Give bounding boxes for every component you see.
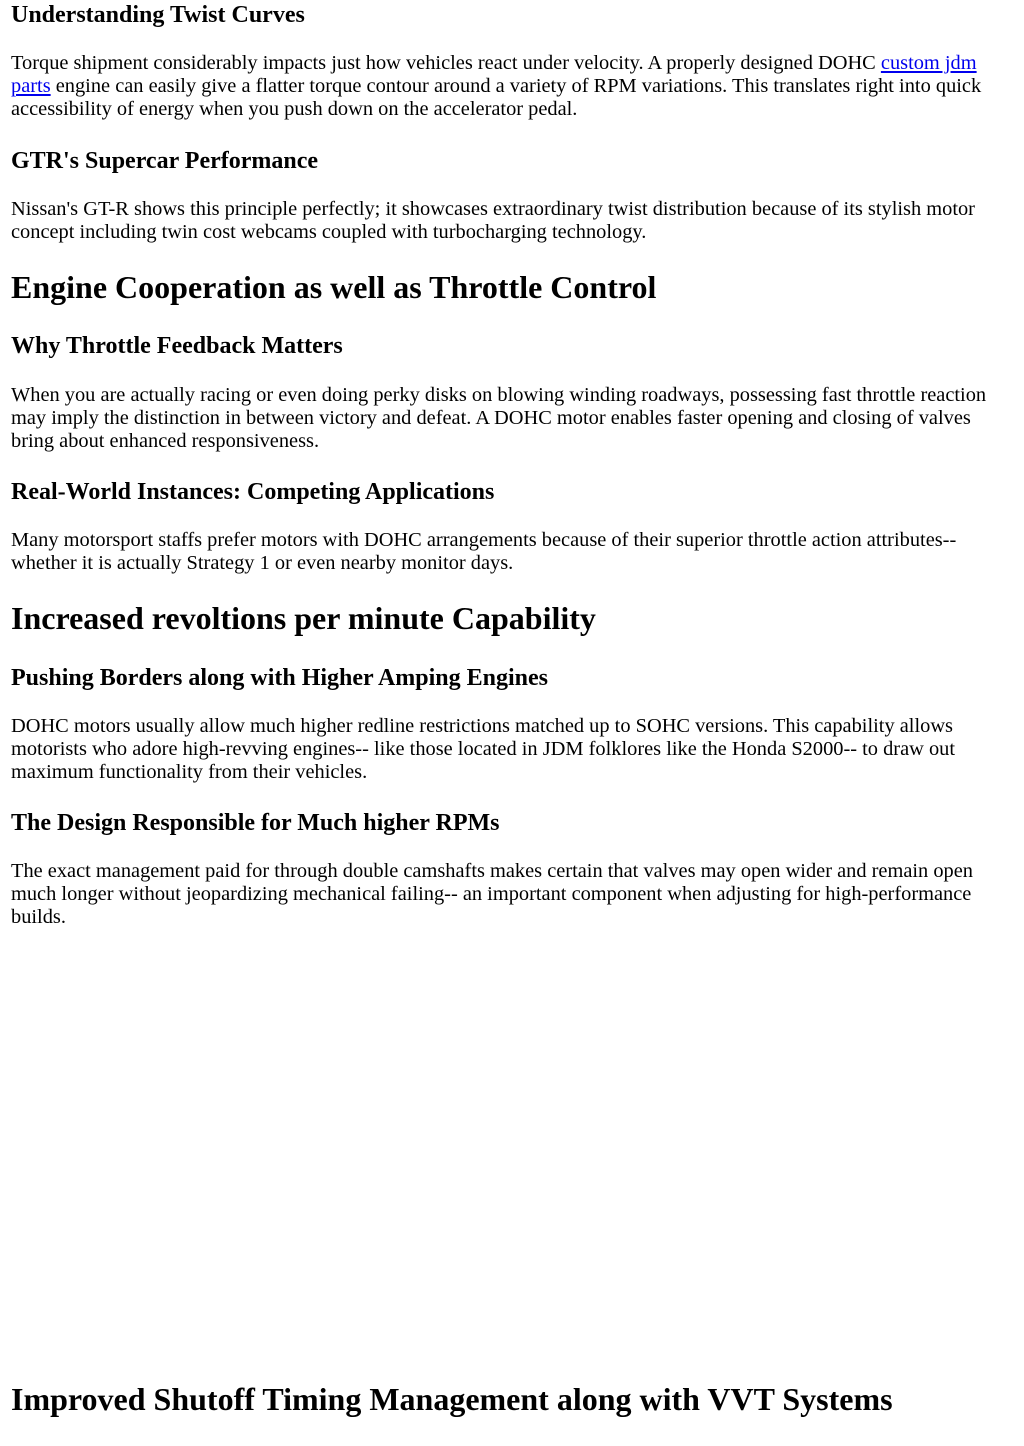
paragraph-text-after-link: engine can easily give a flatter torque contour around a variety of RPM variations. This translates right into quick accessibility of energy when you push down on the accelerator pedal. bbox=[11, 75, 982, 120]
major-heading-rpm-capability: Increased revoltions per minute Capability bbox=[11, 600, 596, 636]
paragraph-higher-rpms-design: The exact management paid for through double camshafts makes certain that valves may open wider and remain open much longer without jeopardizing mechanical failing-- an important component when adjusting for high-performance builds. bbox=[11, 860, 973, 928]
paragraph-text-before-link: Torque shipment considerably impacts just how vehicles react under velocity. A properly designed DOHC bbox=[11, 52, 881, 74]
paragraph-higher-amping: DOHC motors usually allow much higher redline restrictions matched up to SOHC versions. This capability allows motorists who adore high-revving engines-- like those located in JDM folklores like the Honda S2000-- to draw out maximum functionality from their vehicles. bbox=[11, 715, 956, 783]
section-heading-higher-amping: Pushing Borders along with Higher Amping Engines bbox=[11, 665, 548, 691]
paragraph-twist-curves bbox=[11, 52, 1007, 121]
section-heading-throttle-feedback: Why Throttle Feedback Matters bbox=[11, 333, 343, 359]
paragraph-gtr-performance: Nissan's GT-R shows this principle perfectly; it showcases extraordinary twist distribution because of its stylish motor concept including twin cost webcams coupled with turbocharging technology. bbox=[11, 198, 975, 243]
paragraph-throttle-feedback: When you are actually racing or even doing perky disks on blowing winding roadways, possessing fast throttle reaction may imply the distinction in between victory and defeat. A DOHC motor enables faster opening and closing of valves bring about enhanced responsiveness. bbox=[11, 384, 987, 452]
custom-jdm-parts-link[interactable]: custom jdm parts bbox=[11, 52, 977, 97]
major-heading-engine-cooperation: Engine Cooperation as well as Throttle Control bbox=[11, 269, 657, 305]
section-heading-competing-applications: Real-World Instances: Competing Applications bbox=[11, 479, 495, 505]
section-heading-gtr-performance: GTR's Supercar Performance bbox=[11, 148, 319, 174]
section-heading-twist-curves: Understanding Twist Curves bbox=[11, 2, 305, 28]
major-heading-vvt-systems: Improved Shutoff Timing Management along with VVT Systems bbox=[11, 1381, 893, 1417]
section-heading-higher-rpms-design: The Design Responsible for Much higher RPMs bbox=[11, 810, 500, 836]
paragraph-competing-applications: Many motorsport staffs prefer motors with DOHC arrangements because of their superior throttle action attributes-- whether it is actually Strategy 1 or even nearby monitor days. bbox=[11, 529, 957, 574]
